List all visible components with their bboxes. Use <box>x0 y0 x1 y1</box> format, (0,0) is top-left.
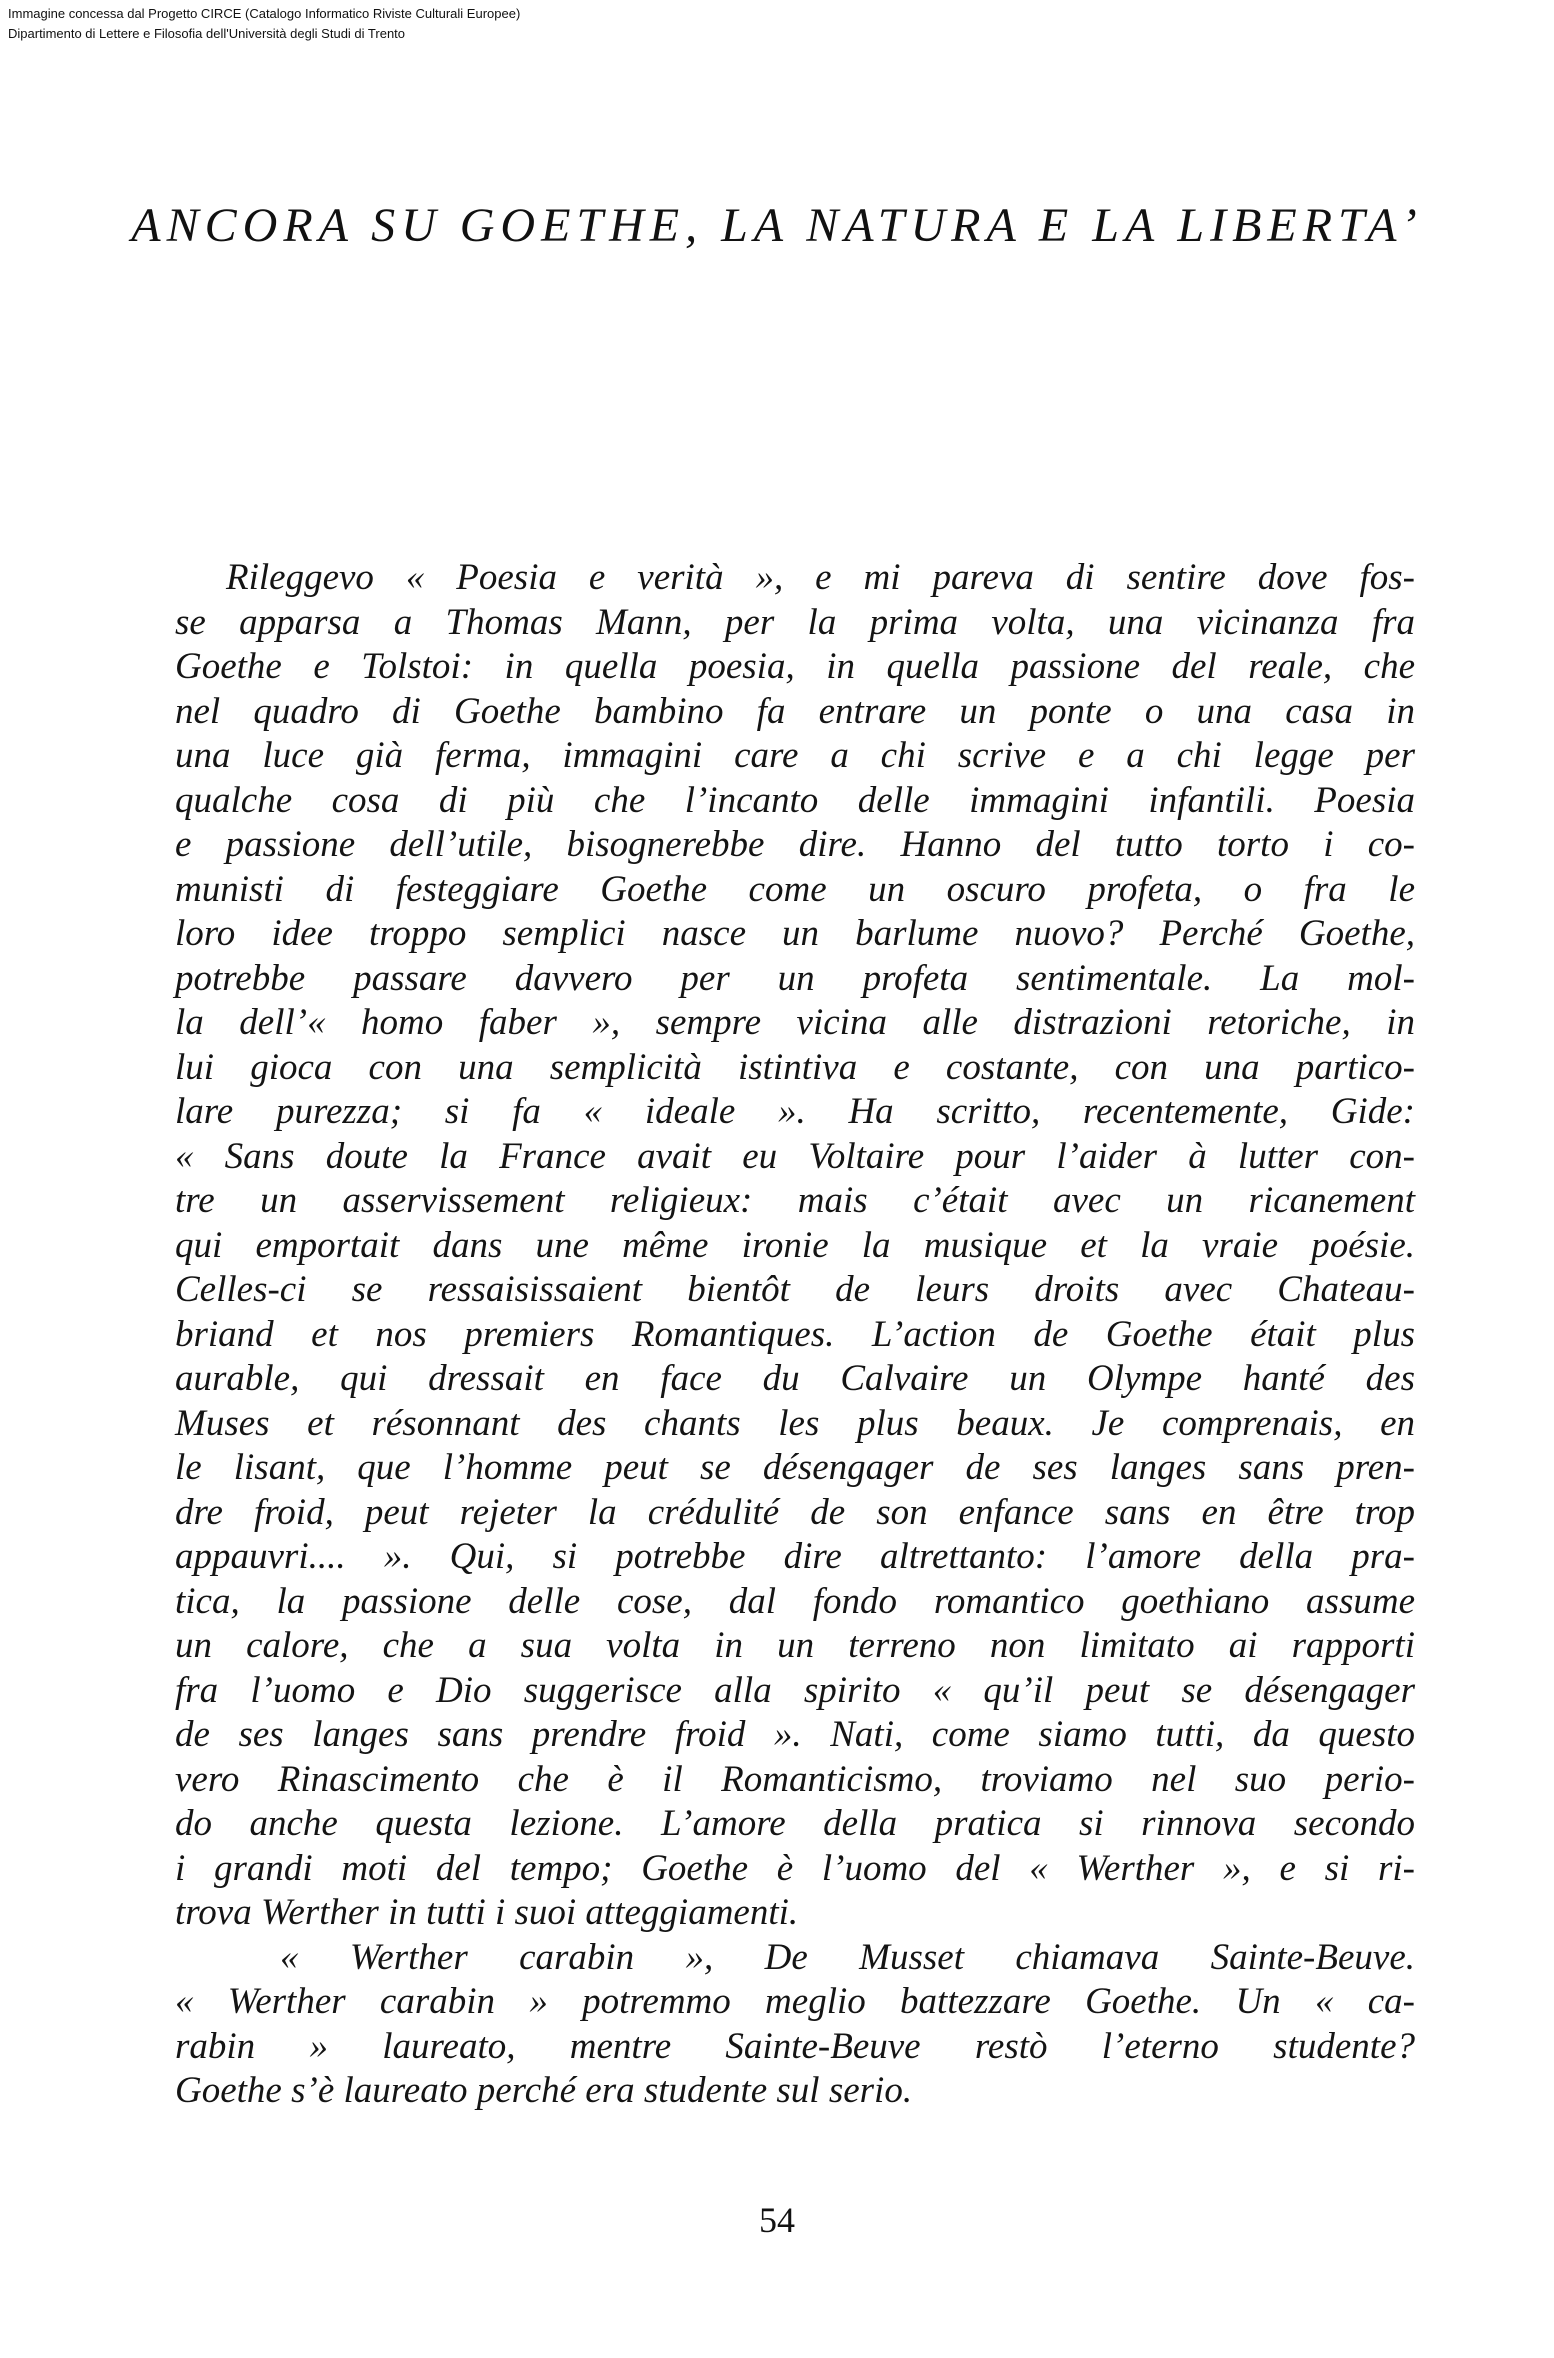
text-line: Rileggevo « Poesia e verità », e mi pareva di sentire dove fos- <box>226 557 1415 598</box>
text-line: Goethe s’è laureato perché era studente sul serio. <box>175 2070 913 2111</box>
text-line: se apparsa a Thomas Mann, per la prima volta, una vicinanza fra <box>175 601 1415 643</box>
text-line: « Sans doute la France avait eu Voltaire pour l’aider à lutter con- <box>175 1135 1415 1177</box>
article-title: ANCORA SU GOETHE, LA NATURA E LA LIBERTA’ <box>131 199 1423 252</box>
text-line: munisti di festeggiare Goethe come un oscuro profeta, o fra le <box>175 868 1415 910</box>
text-line: potrebbe passare davvero per un profeta sentimentale. La mol- <box>175 957 1415 999</box>
text-line: appauvri.... ». Qui, si potrebbe dire altrettanto: l’amore della pra- <box>175 1536 1415 1577</box>
text-line: aurable, qui dressait en face du Calvaire un Olympe hanté des <box>175 1358 1415 1399</box>
text-line: lare purezza; si fa « ideale ». Ha scritto, recentemente, Gide: <box>175 1091 1415 1132</box>
text-line: la dell’« homo faber », sempre vicina alle distrazioni retoriche, in <box>175 1002 1415 1043</box>
text-line: fra l’uomo e Dio suggerisce alla spirito « qu’il peut se désengager <box>175 1669 1415 1711</box>
text-line: una luce già ferma, immagini care a chi scrive e a chi legge per <box>175 735 1415 776</box>
text-line: dre froid, peut rejeter la crédulité de son enfance sans en être trop <box>175 1491 1415 1533</box>
text-line: Muses et résonnant des chants les plus beaux. Je comprenais, en <box>175 1402 1415 1444</box>
image-credit-line: Immagine concessa dal Progetto CIRCE (Catalogo Informatico Riviste Culturali Europee) <box>8 6 521 21</box>
text-line: qualche cosa di più che l’incanto delle immagini infantili. Poesia <box>175 779 1415 821</box>
text-line: rabin » laureato, mentre Sainte-Beuve restò l’eterno studente? <box>175 2025 1415 2067</box>
text-line: tica, la passione delle cose, dal fondo romantico goethiano assume <box>175 1580 1415 1622</box>
text-line: tre un asservissement religieux: mais c’était avec un ricanement <box>175 1180 1415 1221</box>
text-line: Goethe e Tolstoi: in quella poesia, in quella passione del reale, che <box>175 646 1415 687</box>
text-line: qui emportait dans une même ironie la musique et la vraie poésie. <box>175 1224 1415 1266</box>
text-line: e passione dell’utile, bisognerebbe dire. Hanno del tutto torto i co- <box>175 824 1415 865</box>
text-line: un calore, che a sua volta in un terreno non limitato ai rapporti <box>175 1625 1415 1666</box>
text-line: « Werther carabin », De Musset chiamava Sainte-Beuve. <box>280 1936 1415 1978</box>
text-line: trova Werther in tutti i suoi atteggiamenti. <box>175 1892 799 1933</box>
text-line: le lisant, que l’homme peut se désengager de ses langes sans pren- <box>175 1447 1415 1488</box>
text-line: i grandi moti del tempo; Goethe è l’uomo del « Werther », e si ri- <box>175 1847 1415 1889</box>
page-number: 54 <box>759 2200 795 2240</box>
text-line: Celles-ci se ressaisissaient bientôt de leurs droits avec Chateau- <box>175 1269 1415 1310</box>
text-line: de ses langes sans prendre froid ». Nati, come siamo tutti, da questo <box>175 1714 1415 1755</box>
text-line: loro idee troppo semplici nasce un barlume nuovo? Perché Goethe, <box>175 913 1415 954</box>
text-line: do anche questa lezione. L’amore della pratica si rinnova secondo <box>175 1803 1415 1844</box>
text-line: lui gioca con una semplicità istintiva e costante, con una partico- <box>175 1046 1415 1088</box>
department-credit-line: Dipartimento di Lettere e Filosofia dell'Università degli Studi di Trento <box>8 26 406 41</box>
text-line: « Werther carabin » potremmo meglio battezzare Goethe. Un « ca- <box>175 1981 1415 2022</box>
text-line: nel quadro di Goethe bambino fa entrare un ponte o una casa in <box>175 690 1415 732</box>
text-line: briand et nos premiers Romantiques. L’action de Goethe était plus <box>175 1313 1415 1355</box>
text-line: vero Rinascimento che è il Romanticismo, troviamo nel suo perio- <box>175 1758 1415 1800</box>
